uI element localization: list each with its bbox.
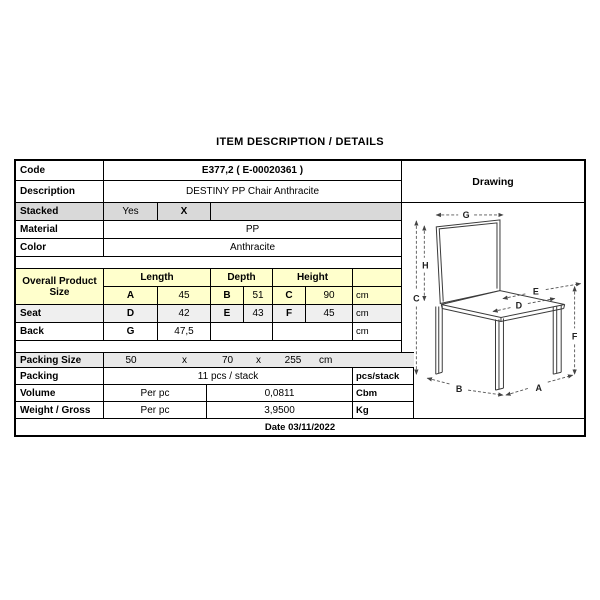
stacked-empty [211,203,401,220]
packing-size-values [104,353,414,367]
spacer-row [16,257,401,269]
volume-label: Volume [16,385,104,401]
weight-label: Weight / Gross [16,402,104,418]
overall-size-label: Overall Product Size [16,269,104,304]
description-label: Description [16,181,104,202]
dim-label-e: E [532,286,539,297]
weight-unit: Kg [353,402,414,418]
row-seat [16,305,401,323]
packing-unit: pcs/stack [353,368,414,384]
seat-depth-value: 43 [244,305,273,322]
dim-label-h: H [422,260,429,271]
packing-size-h: 255 [284,354,302,366]
back-length-key: G [104,323,158,340]
overall-values [104,287,401,304]
code-label: Code [16,161,104,180]
overall-length-key: A [104,287,158,304]
row-stacked [16,203,401,221]
row-material [16,221,401,239]
header-unit-empty [353,269,401,286]
seat-unit: cm [353,305,401,322]
packing-size-x2: x [256,354,261,366]
volume-value: 0,0811 [207,385,353,401]
back-length-value: 47,5 [158,323,211,340]
row-description [16,181,401,203]
date-value: Date 03/11/2022 [264,421,336,433]
color-label: Color [16,239,104,256]
seat-length-value: 42 [158,305,211,322]
back-depth-empty [211,323,273,340]
weight-value: 3,9500 [207,402,353,418]
stacked-label: Stacked [16,203,104,220]
stacked-mark: X [158,203,211,220]
seat-height-value: 45 [306,305,353,322]
row-code [16,161,401,181]
packing-label: Packing [16,368,104,384]
material-label: Material [16,221,104,238]
code-value: E377,2 ( E-00020361 ) [201,165,304,176]
overall-height-value: 90 [306,287,353,304]
chair-diagram-svg [402,203,585,418]
dim-label-b: B [455,384,463,395]
back-label: Back [16,323,104,340]
packing-size-label: Packing Size [16,353,104,367]
dimension-headers [104,269,401,287]
weight-per: Per pc [104,402,207,418]
height-header: Height [273,269,353,286]
row-weight [16,402,414,419]
dim-label-c: C [413,293,420,304]
seat-length-key: D [104,305,158,322]
packing-value: 11 pcs / stack [104,368,353,384]
color-value: Anthracite [229,242,276,253]
overall-length-value: 45 [158,287,211,304]
packing-size-unit: cm [319,354,333,366]
description-value: DESTINY PP Chair Anthracite [185,186,320,197]
dim-label-f: F [571,331,578,342]
dim-label-g: G [462,209,470,220]
row-back [16,323,401,341]
row-volume [16,385,414,402]
material-value: PP [245,224,260,235]
packing-size-d: 70 [221,354,234,366]
chair-drawing [402,203,584,418]
back-unit: cm [356,326,369,337]
drawing-column [401,161,584,419]
row-color [16,239,401,257]
length-header: Length [104,269,211,286]
packing-size-w: 50 [125,354,137,366]
row-packing [16,368,414,385]
overall-unit: cm [353,287,401,304]
item-details-table [14,159,586,437]
volume-unit: Cbm [353,385,414,401]
packing-size-x1: x [182,354,187,366]
seat-label: Seat [16,305,104,322]
row-packing-size [16,352,414,368]
overall-depth-key: B [211,287,244,304]
seat-height-key: F [273,305,306,322]
page-title: ITEM DESCRIPTION / DETAILS [216,136,384,148]
dim-label-d: D [515,300,523,311]
row-overall-size [16,269,401,305]
back-height-empty [273,323,353,340]
dim-label-a: A [535,383,543,394]
stacked-yes: Yes [104,203,158,220]
seat-depth-key: E [211,305,244,322]
chair-outline [436,220,565,390]
spacer-row [16,341,401,352]
overall-height-key: C [273,287,306,304]
depth-header: Depth [211,269,273,286]
drawing-header: Drawing [402,161,584,203]
volume-per: Per pc [104,385,207,401]
overall-depth-value: 51 [244,287,273,304]
date-row [16,419,584,435]
